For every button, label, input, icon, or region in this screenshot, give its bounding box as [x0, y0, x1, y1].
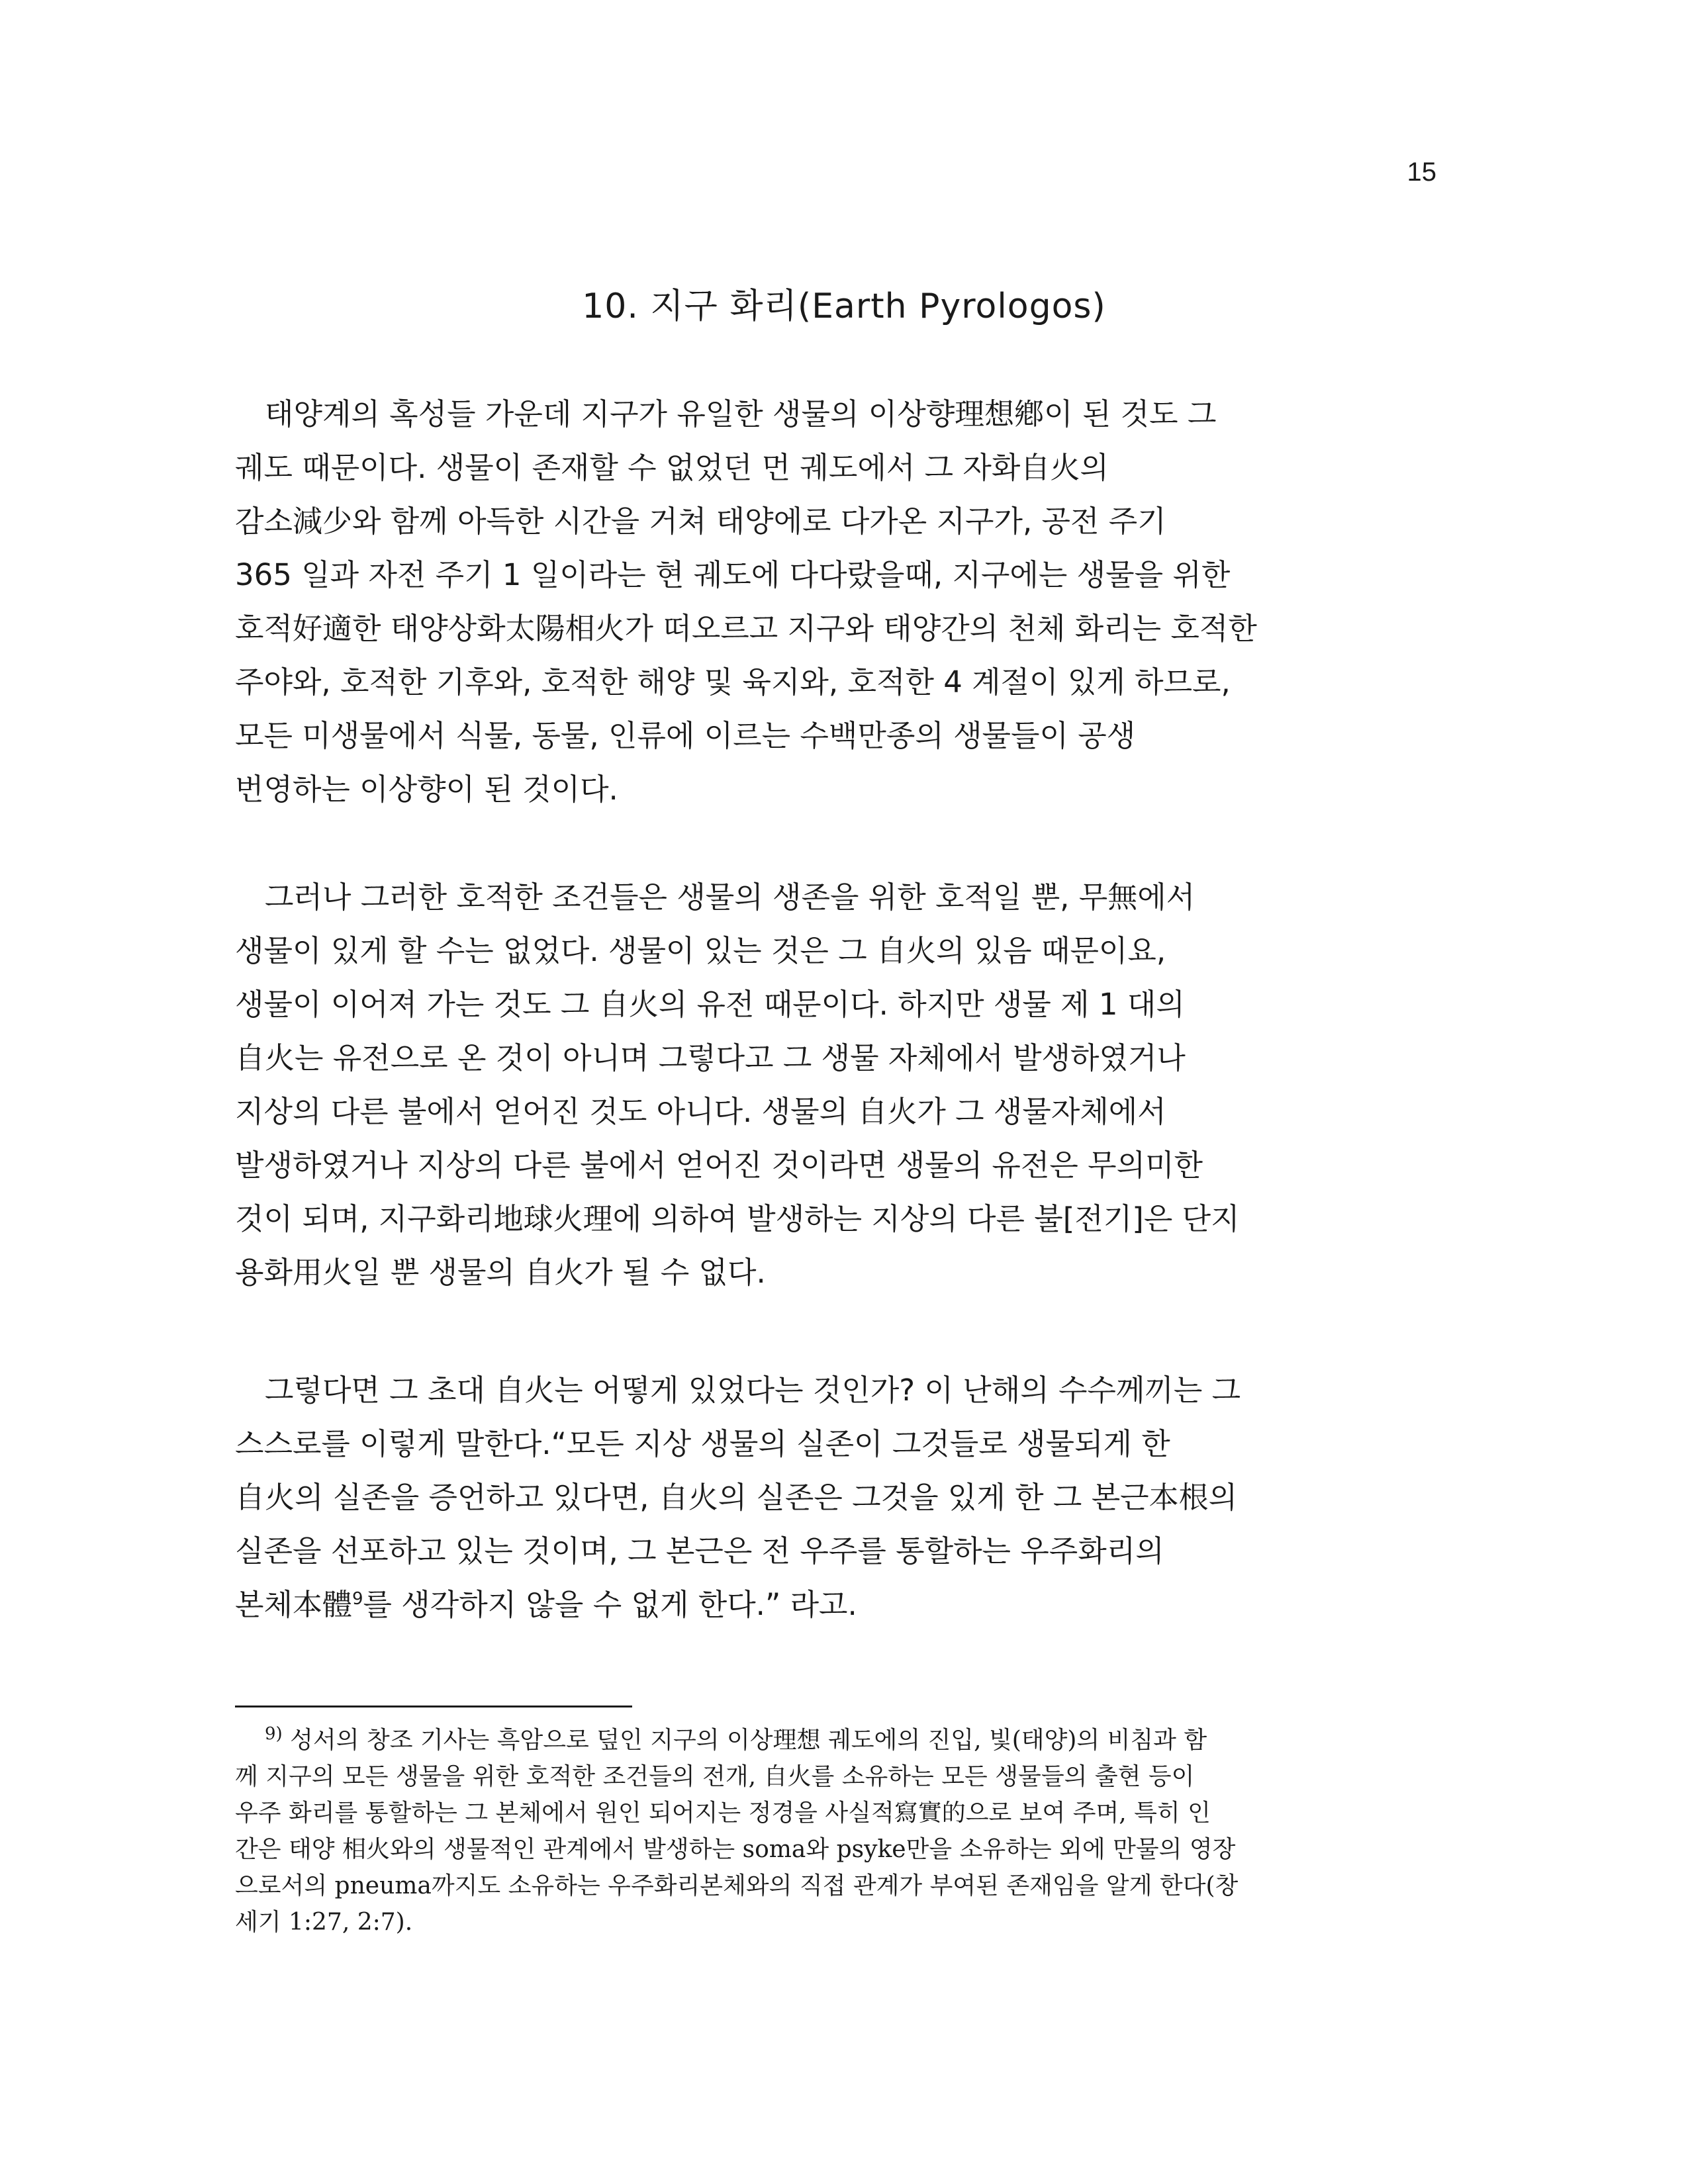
paragraph-text: 를 생각하지 않을 수 없게 한다.” 라고. [363, 1587, 857, 1622]
paragraph-line: 감소減少와 함께 아득한 시간을 거쳐 태양에로 다가온 지구가, 공전 주기 [235, 504, 1166, 539]
paragraph-line: 지상의 다른 불에서 얻어진 것도 아니다. 생물의 自火가 그 생물자체에서 [235, 1094, 1166, 1129]
paragraph-line: 그렇다면 그 초대 自火는 어떻게 있었다는 것인가? 이 난해의 수수께끼는 그 [265, 1373, 1241, 1408]
paragraph-line: 自火는 유전으로 온 것이 아니며 그렇다고 그 생물 자체에서 발생하였거나 [235, 1040, 1186, 1075]
paragraph-line: 생물이 이어져 가는 것도 그 自火의 유전 때문이다. 하지만 생물 제 1 대의 [235, 987, 1185, 1022]
paragraph-3 [235, 1363, 1446, 1631]
paragraph-text: 본체本體 [235, 1587, 352, 1622]
footnote-line: 간은 태양 相火와의 생물적인 관계에서 발생하는 soma와 psyke만을 소유하는 외에 만물의 영장 [235, 1836, 1236, 1863]
paragraph-line: 주야와, 호적한 기후와, 호적한 해양 및 육지와, 호적한 4 계절이 있게 하므로, [235, 664, 1231, 700]
paragraph-2 [235, 870, 1446, 1299]
footnote-line: 세기 1:27, 2:7). [235, 1909, 413, 1936]
footnote-reference[interactable]: 9 [352, 1589, 363, 1609]
footnote-line: 우주 화리를 통할하는 그 본체에서 원인 되어지는 정경을 사실적寫實的으로 보여 주며, 특히 인 [235, 1799, 1211, 1827]
paragraph-line: 自火의 실존을 증언하고 있다면, 自火의 실존은 그것을 있게 한 그 본근本根의 [235, 1480, 1238, 1515]
paragraph-line: 궤도 때문이다. 생물이 존재할 수 없었던 먼 궤도에서 그 자화自火의 [235, 450, 1109, 485]
chapter-title: 10. 지구 화리(Earth Pyrologos) [582, 287, 1106, 326]
footnote-line [235, 1722, 1446, 1758]
paragraph-line: 모든 미생물에서 식물, 동물, 인류에 이르는 수백만종의 생물들이 공생 [235, 718, 1136, 753]
page-number: 15 [1407, 158, 1436, 187]
footnote [235, 1722, 1446, 1940]
paragraph-line: 용화用火일 뿐 생물의 自火가 될 수 없다. [235, 1255, 766, 1290]
footnote-line: 께 지구의 모든 생물을 위한 호적한 조건들의 전개, 自火를 소유하는 모든 생물들의 출현 등이 [235, 1763, 1195, 1790]
paragraph-line: 태양계의 혹성들 가운데 지구가 유일한 생물의 이상향理想鄕이 된 것도 그 [265, 396, 1217, 432]
paragraph-line: 그러나 그러한 호적한 조건들은 생물의 생존을 위한 호적일 뿐, 무無에서 [265, 880, 1196, 915]
footnote-divider [235, 1706, 632, 1707]
paragraph-line: 발생하였거나 지상의 다른 불에서 얻어진 것이라면 생물의 유전은 무의미한 [235, 1148, 1203, 1183]
paragraph-line: 365 일과 자전 주기 1 일이라는 현 궤도에 다다랐을때, 지구에는 생물을 위한 [235, 557, 1231, 592]
paragraph-line: 번영하는 이상향이 된 것이다. [235, 772, 618, 807]
paragraph-line: 것이 되며, 지구화리地球火理에 의하여 발생하는 지상의 다른 불[전기]은 단지 [235, 1201, 1240, 1236]
paragraph-line: 스스로를 이렇게 말한다.“모든 지상 생물의 실존이 그것들로 생물되게 한 [235, 1426, 1170, 1461]
footnote-line: 으로서의 pneuma까지도 소유하는 우주화리본체와의 직접 관계가 부여된 존재임을 알게 한다(창 [235, 1872, 1239, 1899]
paragraph-line: 실존을 선포하고 있는 것이며, 그 본근은 전 우주를 통할하는 우주화리의 [235, 1533, 1164, 1569]
footnote-text: 성서의 창조 기사는 흑암으로 덮인 지구의 이상理想 궤도에의 진입, 빛(태양)의 비침과 함 [290, 1727, 1207, 1754]
paragraph-line: 생물이 있게 할 수는 없었다. 생물이 있는 것은 그 自火의 있음 때문이요, [235, 933, 1166, 968]
footnote-marker: 9) [265, 1724, 283, 1744]
paragraph-line-with-footnote-ref [235, 1578, 1446, 1631]
paragraph-1 [235, 387, 1446, 816]
paragraph-line: 호적好適한 태양상화太陽相火가 떠오르고 지구와 태양간의 천체 화리는 호적한 [235, 611, 1257, 646]
